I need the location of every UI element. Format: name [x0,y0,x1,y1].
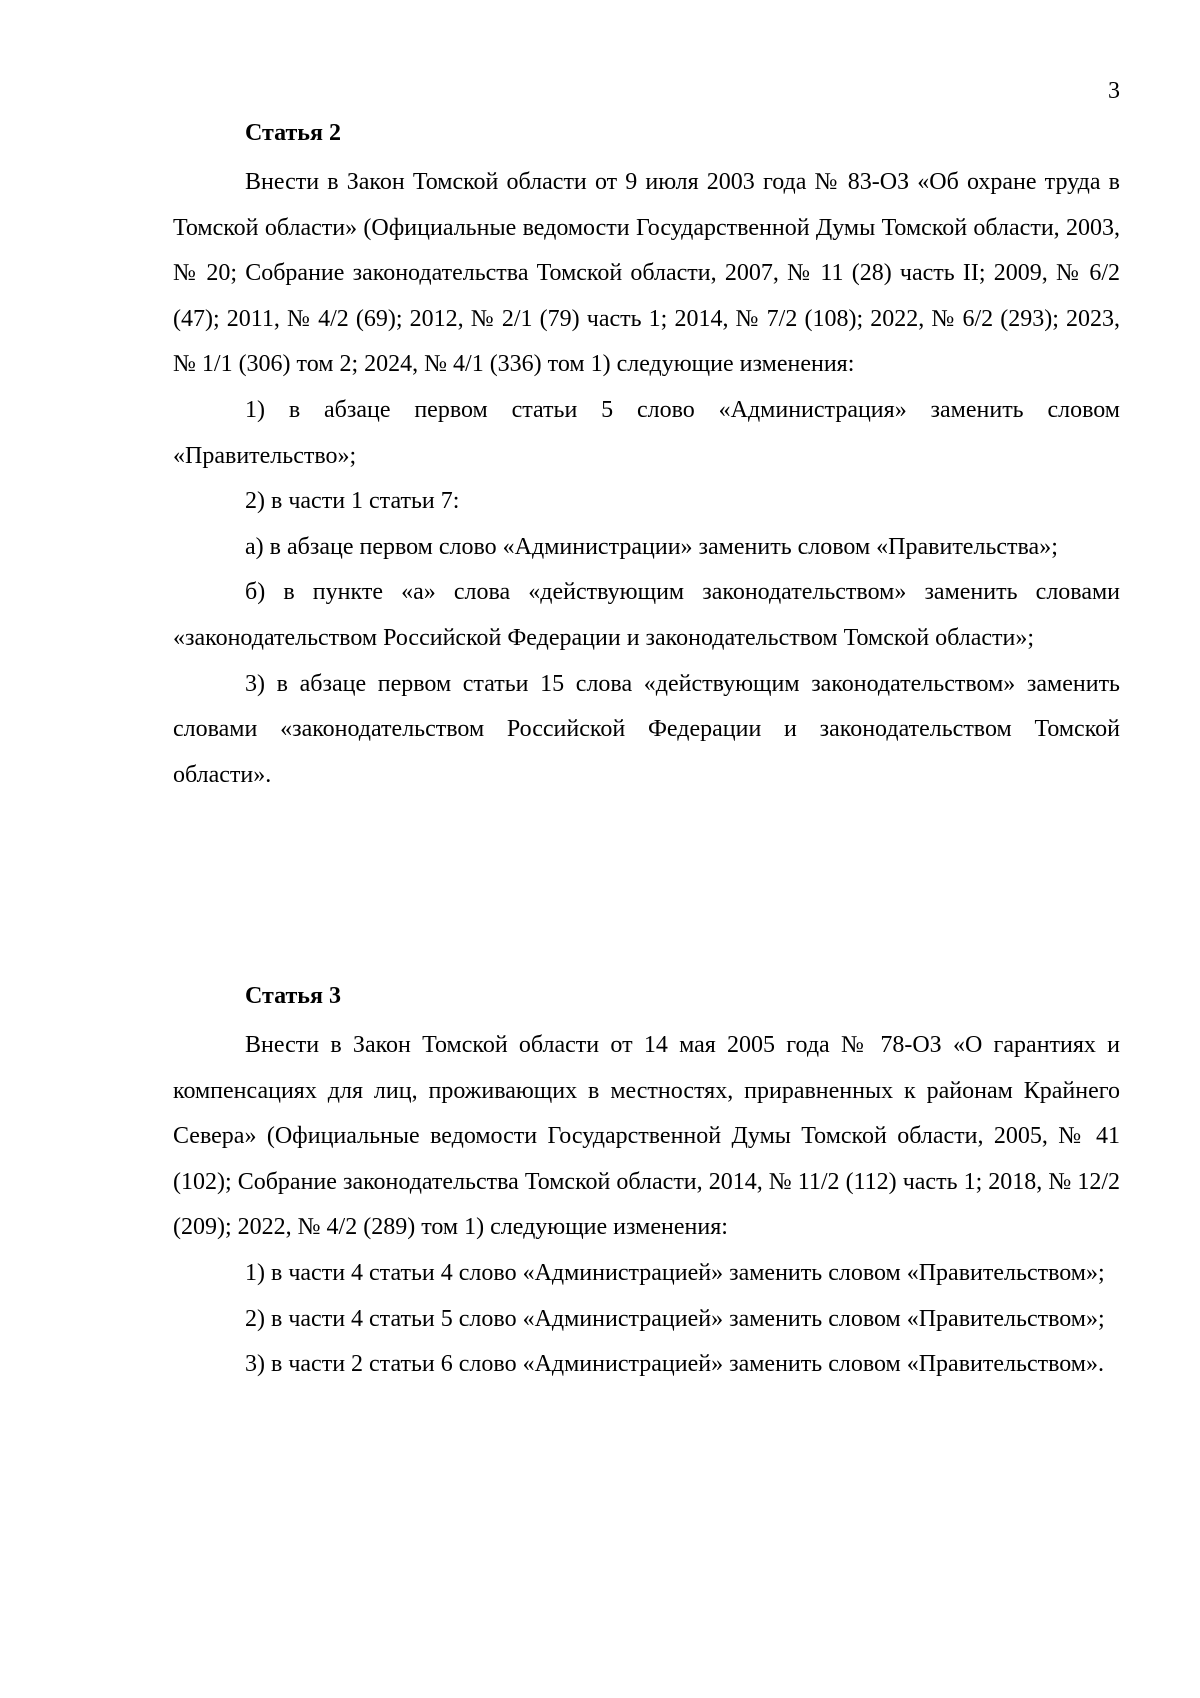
article-3-item-1: 1) в части 4 статьи 4 слово «Администрацией» заменить словом «Правительством»; [245,1259,1105,1286]
article-2 [173,118,1120,798]
article-2-item-2b: б) в пункте «а» слова «действующим законодательством» заменить словами «законодательством Российской Федерации и законодательством Томской области»; [173,579,1120,651]
article-3-item-2: 2) в части 4 статьи 5 слово «Администрацией» заменить словом «Правительством»; [245,1305,1105,1332]
article-2-item-3: 3) в абзаце первом статьи 15 слова «действующим законодательством» заменить словами «законодательством Российской Федерации и законодательством Томской области». [173,670,1120,788]
article-2-heading: Статья 2 [245,120,341,146]
article-3-intro-paragraph: Внести в Закон Томской области от 14 мая 2005 года № 78-ОЗ «О гарантиях и компенсациях для лиц, проживающих в местностях, приравненных к районам Крайнего Севера» (Официальные ведомости Государственной Думы Томской области, 2005, № 41 (102); Собрание законодательства Томской области, 2014, № 11/2 (112) часть 1; 2018, № 12/2 (209); 2022, № 4/2 (289) том 1) следующие изменения: [173,1032,1120,1241]
article-2-item-2a: а) в абзаце первом слово «Администрации» заменить словом «Правительства»; [245,533,1058,560]
article-2-item-2: 2) в части 1 статьи 7: [245,488,460,515]
article-3-heading: Статья 3 [245,983,341,1009]
article-3-item-3: 3) в части 2 статьи 6 слово «Администрацией» заменить словом «Правительством». [245,1351,1104,1378]
article-2-intro-paragraph: Внести в Закон Томской области от 9 июля 2003 года № 83-ОЗ «Об охране труда в Томской области» (Официальные ведомости Государственной Думы Томской области, 2003, № 20; Собрание законодательства Томской области, 2007, № 11 (28) часть II; 2009, № 6/2 (47); 2011, № 4/2 (69); 2012, № 2/1 (79) часть 1; 2014, № 7/2 (108); 2022, № 6/2 (293); 2023, № 1/1 (306) том 2; 2024, № 4/1 (336) том 1) следующие изменения: [173,169,1120,378]
page-number: 3 [1108,78,1120,104]
article-3 [173,981,1120,1388]
article-2-item-1: 1) в абзаце первом статьи 5 слово «Администрация» заменить словом «Правительство»; [173,396,1120,469]
